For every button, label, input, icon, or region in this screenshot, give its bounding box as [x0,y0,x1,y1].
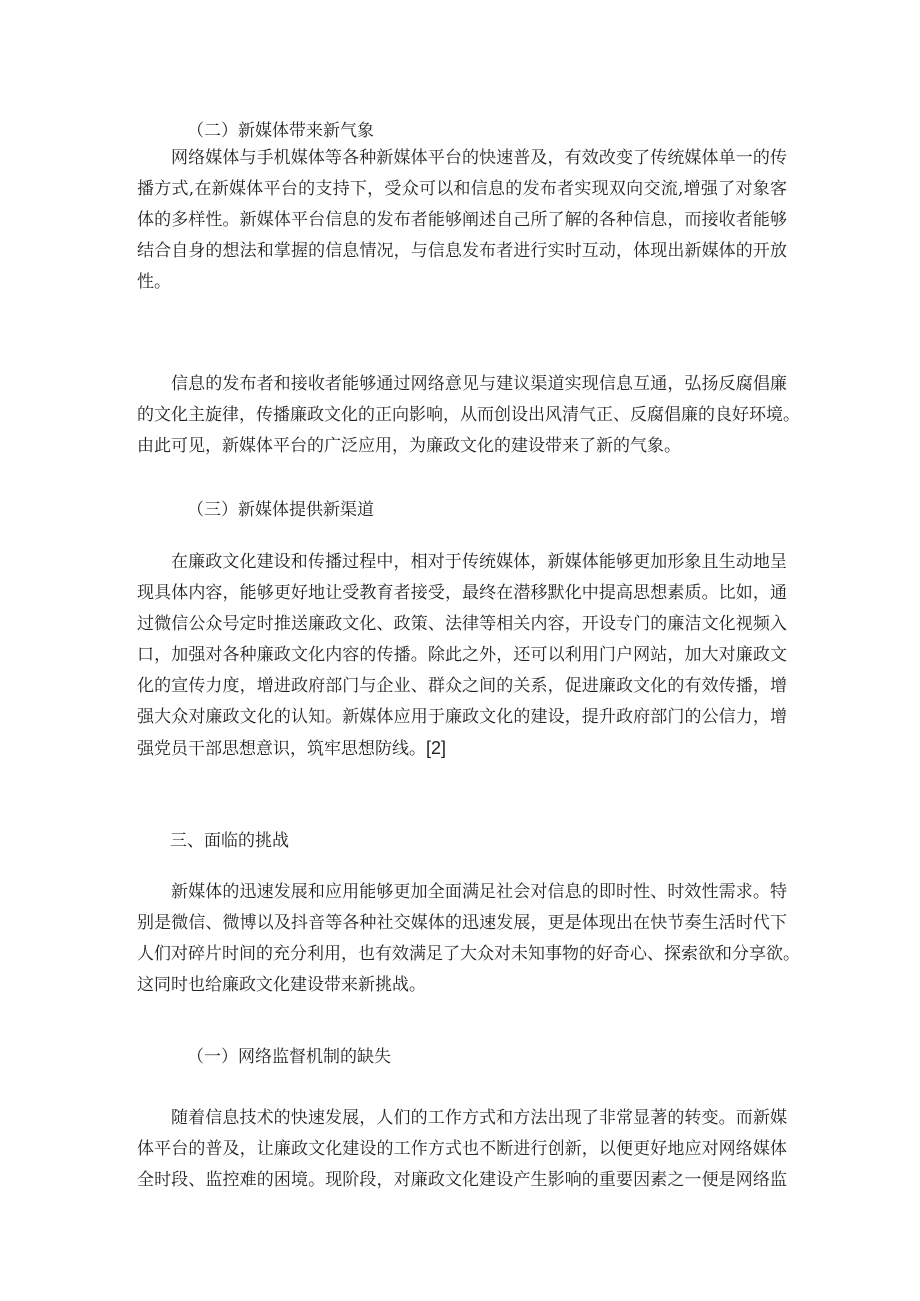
text-line: 体平台的普及，让廉政文化建设的工作方式也不断进行创新，以便更好地应对网络媒体 [137,1139,787,1159]
text-line: 新媒体的迅速发展和应用能够更加全面满足社会对信息的即时性、时效性需求。特 [171,882,787,902]
text-line: 播方式,在新媒体平台的支持下，受众可以和信息的发布者实现双向交流,增强了对象客 [137,179,787,199]
text-line [137,733,787,764]
paragraph-information-exchange [137,369,800,462]
paragraph-clean-culture-channels [137,547,787,764]
section-heading-new-channels: （三）新媒体提供新渠道 [187,500,374,520]
text-line: 信息的发布者和接收者能够通过网络意见与建议渠道实现信息互通，弘扬反腐倡廉 [171,374,787,394]
text-line: 全时段、监控难的困境。现阶段，对廉政文化建设产生影响的重要因素之一便是网络监 [137,1170,787,1190]
text-line: 随着信息技术的快速发展，人们的工作方式和方法出现了非常显著的转变。而新媒 [171,1108,787,1128]
text-line: 结合自身的想法和掌握的信息情况，与信息发布者进行实时互动，体现出新媒体的开放 [137,241,787,261]
text-line: 这同时也给廉政文化建设带来新挑战。 [137,975,426,995]
reference-marker: [2] [426,738,447,758]
text-line: 强大众对廉政文化的认知。新媒体应用于廉政文化的建设，提升政府部门的公信力，增 [137,707,787,727]
paragraph-new-media-platforms [137,143,787,298]
section-heading-new-atmosphere: （二）新媒体带来新气象 [187,121,374,141]
text-line: 的文化主旋律，传播廉政文化的正向影响，从而创设出风清气正、反腐倡廉的良好环境。 [137,405,800,425]
paragraph-supervision-mechanism [137,1103,787,1196]
text-line: 化的宣传力度，增进政府部门与企业、群众之间的关系，促进廉政文化的有效传播，增 [137,676,787,696]
section-heading-challenges: 三、面临的挑战 [170,831,289,851]
text-line: 由此可见，新媒体平台的广泛应用，为廉政文化的建设带来了新的气象。 [137,436,681,456]
section-heading-supervision-gap: （一）网络监督机制的缺失 [187,1047,391,1067]
text-line: 过微信公众号定时推送廉政文化、政策、法律等相关内容，开设专门的廉洁文化视频入 [137,614,787,634]
text-line: 性。 [137,272,171,292]
paragraph-challenges-overview [137,877,800,1001]
text-line: 体的多样性。新媒体平台信息的发布者能够阐述自己所了解的各种信息，而接收者能够 [137,210,787,230]
text-line: 现具体内容，能够更好地让受教育者接受，最终在潜移默化中提高思想素质。比如，通 [137,583,787,603]
text-line: 网络媒体与手机媒体等各种新媒体平台的快速普及，有效改变了传统媒体单一的传 [171,148,787,168]
text-line: 人们对碎片时间的充分利用，也有效满足了大众对未知事物的好奇心、探索欲和分享欲。 [137,944,800,964]
text-line: 别是微信、微博以及抖音等各种社交媒体的迅速发展，更是体现出在快节奏生活时代下 [137,913,787,933]
text-line-content: 强党员干部思想意识，筑牢思想防线。 [137,739,426,759]
text-line: 口，加强对各种廉政文化内容的传播。除此之外，还可以利用门户网站，加大对廉政文 [137,645,787,665]
text-line: 在廉政文化建设和传播过程中，相对于传统媒体，新媒体能够更加形象且生动地呈 [171,552,787,572]
